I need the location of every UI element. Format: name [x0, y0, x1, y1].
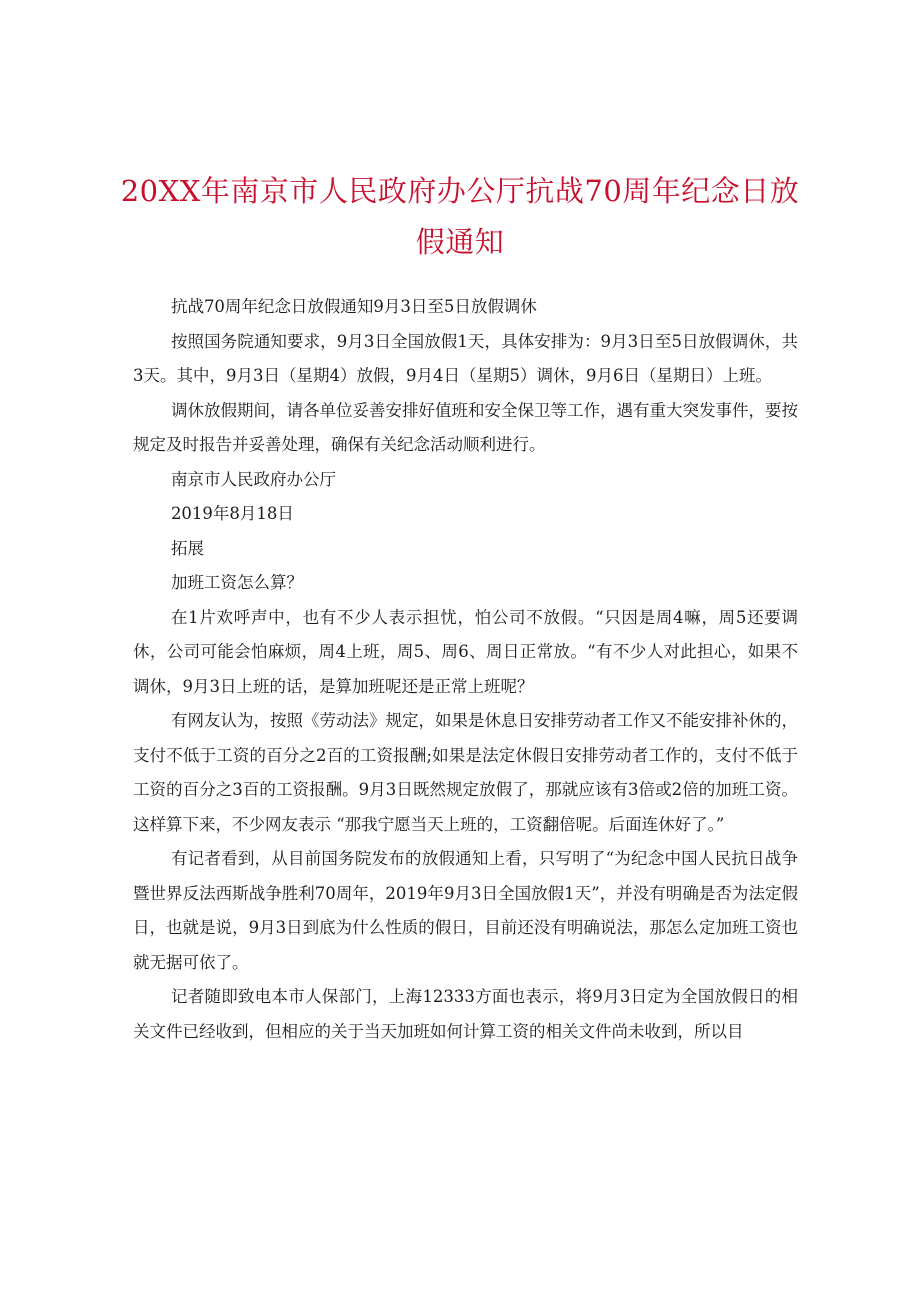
body-paragraph: 记者随即致电本市人保部门，上海12333方面也表示，将9月3日定为全国放假日的相关文件已经收到，但相应的关于当天加班如何计算工资的相关文件尚未收到，所以目 [133, 987, 798, 1041]
body-paragraph: 调休放假期间，请各单位妥善安排好值班和安全保卫等工作，遇有重大突发事件，要按规定及时报告并妥善处理，确保有关纪念活动顺利进行。 [133, 400, 798, 454]
body-paragraph: 有网友认为，按照《劳动法》规定，如果是休息日安排劳动者工作又不能安排补休的，支付不低于工资的百分之2百的工资报酬;如果是法定休假日安排劳动者工作的，支付不低于工资的百分之3百的工资报酬。9月3日既然规定放假了，那就应该有3倍或2倍的加班工资。这样算下来，不少网友表示 “那我宁愿当天上班的，工资翻倍呢。后面连休好了。” [133, 711, 798, 834]
body-paragraph: 在1片欢呼声中，也有不少人表示担忧，怕公司不放假。“只因是周4嘛，周5还要调休，公司可能会怕麻烦，周4上班，周5、周6、周日正常放。“有不少人对此担心，如果不调休，9月3日上班的话，是算加班呢还是正常上班呢？ [133, 607, 798, 696]
section-heading: 拓展 [170, 538, 204, 558]
body-paragraph: 有记者看到，从目前国务院发布的放假通知上看，只写明了“为纪念中国人民抗日战争暨世界反法西斯战争胜利70周年，2019年9月3日全国放假1天”，并没有明确是否为法定假日，也就是说，9月3日到底为什么性质的假日，目前还没有明确说法，那怎么定加班工资也就无据可依了。 [133, 849, 798, 972]
document-body [133, 290, 798, 1049]
date-line: 2019年8月18日 [170, 504, 294, 523]
document-title: 20XX年南京市人民政府办公厅抗战70周年纪念日放假通知 [120, 174, 800, 259]
issuer-line: 南京市人民政府办公厅 [170, 469, 336, 489]
question-heading: 加班工资怎么算？ [170, 573, 303, 592]
body-paragraph: 按照国务院通知要求，9月3日全国放假1天，具体安排为：9月3日至5日放假调休，共3天。其中，9月3日（星期4）放假，9月4日（星期5）调休，9月6日（星期日）上班。 [133, 331, 798, 385]
subtitle-paragraph: 抗战70周年纪念日放假通知9月3日至5日放假调休 [170, 297, 537, 316]
